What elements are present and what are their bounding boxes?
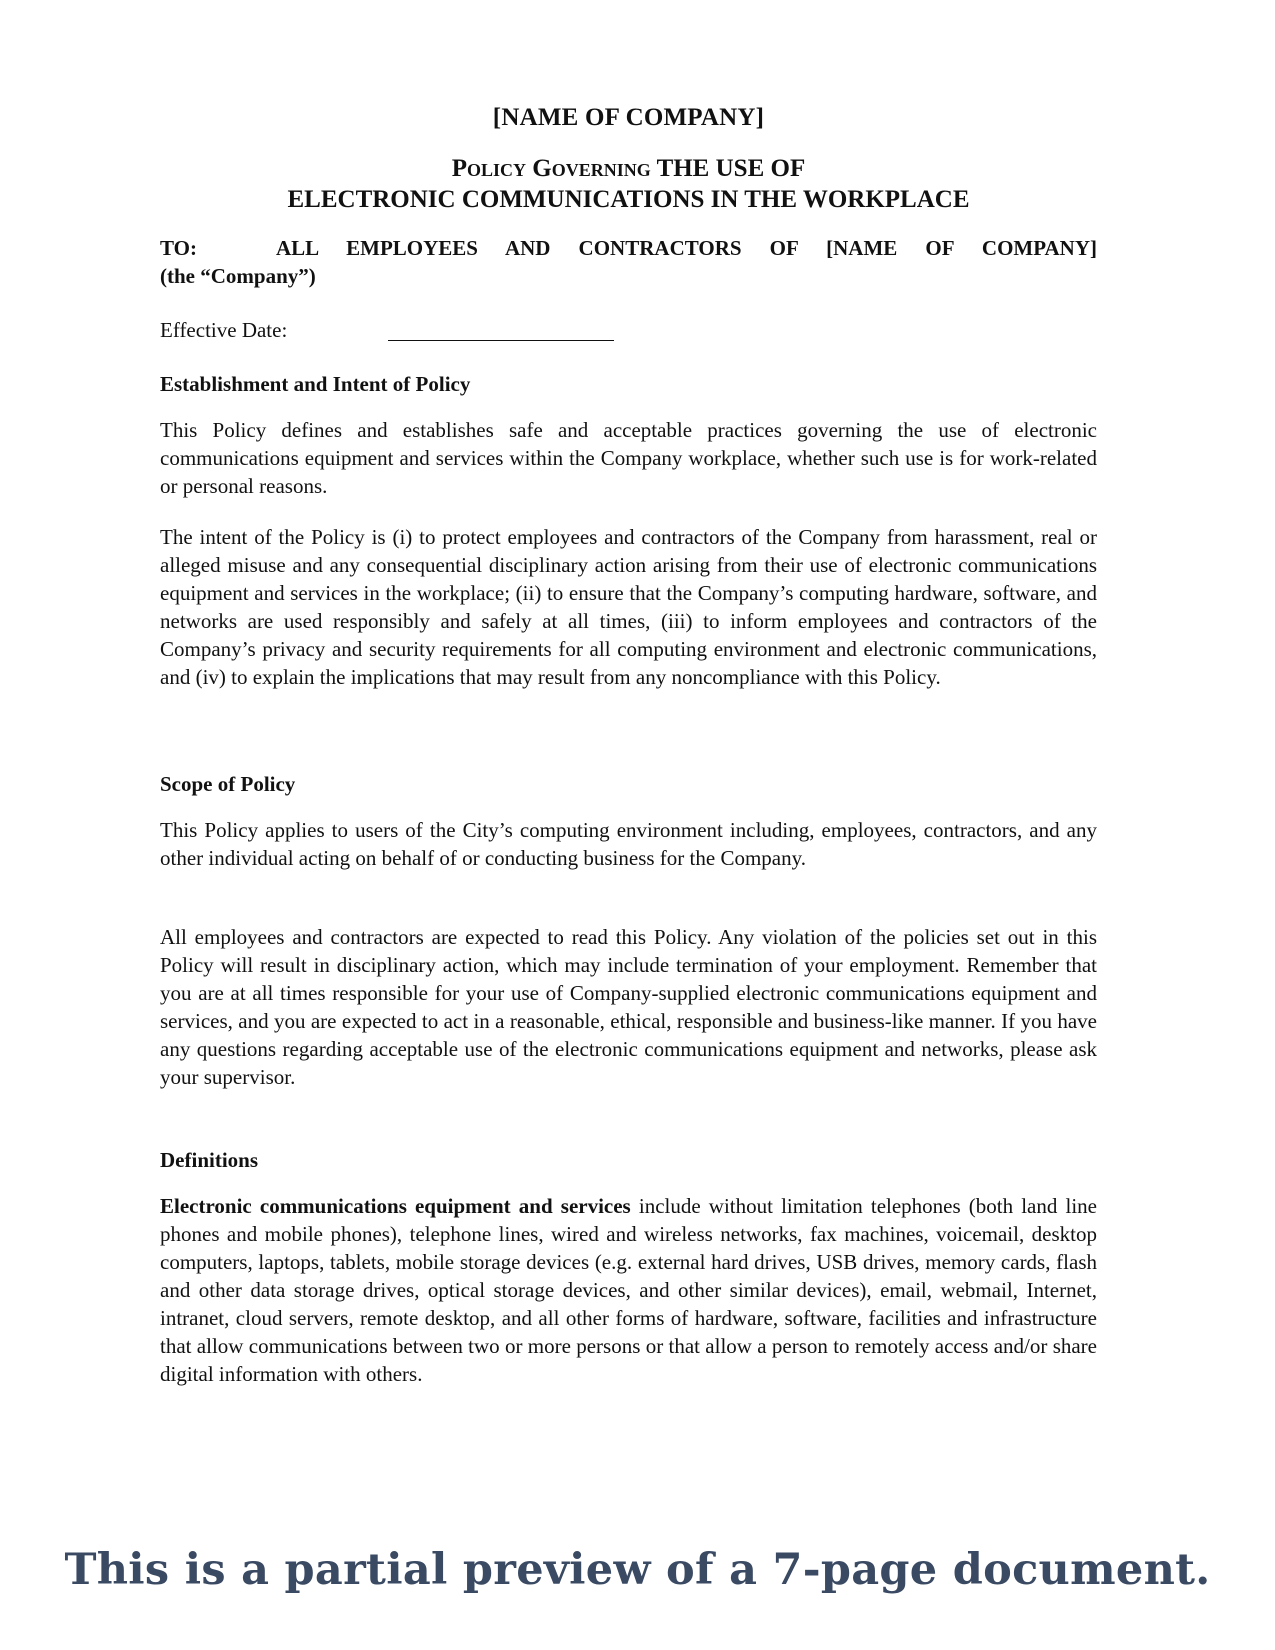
section-heading-definitions: Definitions	[160, 1148, 259, 1172]
paragraph-establishment-1: This Policy defines and establishes safe and acceptable practices governing the use of electronic communications equipment and services within the Company workplace, whether such use is for work-related or personal reasons.	[160, 418, 1097, 498]
effective-date-blank	[388, 340, 614, 341]
paragraph-scope-2: All employees and contractors are expected to read this Policy. Any violation of the policies set out in this Policy will result in disciplinary action, which may include termination of your employment. Remember that you are at all times responsible for your use of Company-supplied electronic communications equipment and services, and you are expected to act in a reasonable, ethical, responsible and business-like manner. If you have any questions regarding acceptable use of the electronic communications equipment and networks, please ask your supervisor.	[160, 925, 1097, 1089]
to-company-alias: (the “Company”)	[160, 264, 316, 288]
company-title: [NAME OF COMPANY]	[492, 104, 765, 131]
policy-title-line2: ELECTRONIC COMMUNICATIONS IN THE WORKPLACE	[287, 186, 970, 213]
paragraph-scope-1: This Policy applies to users of the City’s computing environment including, employees, contractors, and any other individual acting on behalf of or conducting business for the Company.	[160, 818, 1097, 870]
effective-date-row	[160, 318, 287, 343]
section-heading-establishment: Establishment and Intent of Policy	[160, 372, 471, 396]
definition-text: include without limitation telephones (both land line phones and mobile phones), telephone lines, wired and wireless networks, fax machines, voicemail, desktop computers, laptops, tablets, mobile storage devices (e.g. external hard drives, USB drives, memory cards, flash and other data storage drives, optical storage devices, and other similar devices), email, webmail, Internet, intranet, cloud servers, remote desktop, and all other forms of hardware, software, facilities and infrastructure that allow communications between two or more persons or that allow a person to remotely access and/or share digital information with others.	[160, 1194, 1097, 1386]
definition-term: Electronic communications equipment and services	[160, 1194, 631, 1218]
partial-preview-banner: This is a partial preview of a 7-page document.	[64, 1545, 1211, 1595]
paragraph-establishment-2: The intent of the Policy is (i) to protect employees and contractors of the Company from harassment, real or alleged misuse and any consequential disciplinary action arising from their use of electronic communications equipment and services in the workplace; (ii) to ensure that the Company’s computing hardware, software, and networks are used responsibly and safely at all times, (iii) to inform employees and contractors of the Company’s privacy and security requirements for all computing environment and electronic communications, and (iv) to explain the implications that may result from any noncompliance with this Policy.	[160, 525, 1097, 689]
effective-date-label: Effective Date:	[160, 318, 288, 342]
section-heading-scope: Scope of Policy	[160, 772, 296, 796]
policy-title-rest: THE USE OF	[650, 155, 806, 182]
to-line	[160, 236, 1097, 261]
to-label: TO:	[160, 236, 197, 260]
policy-title-smallcaps: Policy Governing	[451, 155, 651, 182]
paragraph-definition	[160, 1192, 1097, 1388]
policy-title-line1	[160, 155, 1097, 183]
to-recipients: ALL EMPLOYEES AND CONTRACTORS OF [NAME OF COMPANY]	[276, 236, 1097, 260]
